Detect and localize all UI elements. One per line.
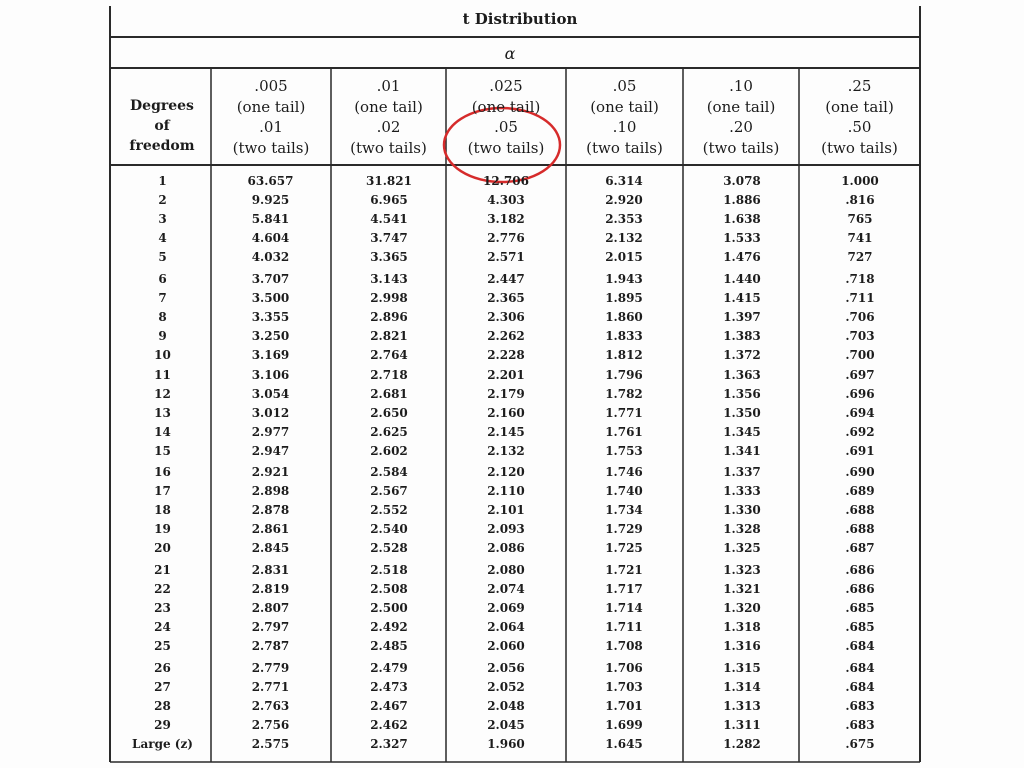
t-value-cell: .684 bbox=[845, 639, 875, 653]
df-cell: 6 bbox=[158, 272, 167, 286]
t-value-cell: 2.718 bbox=[370, 368, 408, 382]
t-value-cell: 2.462 bbox=[370, 718, 408, 732]
t-value-cell: .691 bbox=[845, 444, 875, 458]
header-two-tails: (two tails) bbox=[586, 138, 663, 157]
t-value-cell: 2.306 bbox=[487, 310, 525, 324]
t-value-cell: 741 bbox=[847, 231, 873, 245]
t-value-cell: 3.106 bbox=[251, 368, 290, 382]
df-cell: 27 bbox=[154, 680, 171, 694]
header-two-tails: (two tails) bbox=[467, 138, 545, 157]
header-one: .10 bbox=[729, 77, 753, 95]
t-value-cell: 2.861 bbox=[251, 522, 290, 536]
t-value-cell: 2.365 bbox=[487, 291, 525, 305]
t-value-cell: 6.965 bbox=[370, 193, 408, 207]
t-value-cell: 1.372 bbox=[723, 348, 761, 362]
t-value-cell: 3.747 bbox=[370, 231, 408, 245]
t-value-cell: 3.054 bbox=[251, 387, 290, 401]
t-value-cell: 2.160 bbox=[487, 406, 525, 420]
table-row bbox=[110, 191, 922, 209]
t-value-cell: 2.048 bbox=[487, 699, 525, 713]
t-value-cell: 3.250 bbox=[251, 329, 290, 343]
t-value-cell: 4.541 bbox=[370, 212, 408, 226]
t-value-cell: 63.657 bbox=[247, 174, 294, 188]
degrees-of-freedom-header bbox=[114, 96, 210, 156]
alpha-column-header bbox=[566, 76, 683, 158]
t-value-cell: 2.069 bbox=[487, 601, 525, 615]
t-value-cell: 2.518 bbox=[370, 563, 408, 577]
t-value-cell: 1.645 bbox=[605, 737, 643, 751]
df-cell: 5 bbox=[158, 250, 167, 264]
df-cell: 16 bbox=[154, 465, 171, 479]
t-value-cell: 1.323 bbox=[723, 563, 761, 577]
t-value-cell: 1.753 bbox=[605, 444, 643, 458]
alpha-column-header bbox=[683, 76, 799, 158]
t-value-cell: 1.725 bbox=[605, 541, 643, 555]
alpha-column-header bbox=[799, 76, 920, 158]
t-value-cell: 2.681 bbox=[370, 387, 408, 401]
table-row bbox=[110, 327, 922, 345]
table-row bbox=[110, 501, 922, 519]
t-value-cell: 3.078 bbox=[723, 174, 761, 188]
t-value-cell: 2.764 bbox=[370, 348, 408, 362]
t-value-cell: 2.327 bbox=[370, 737, 408, 751]
header-two-tails: (two tails) bbox=[350, 138, 427, 157]
df-cell: 1 bbox=[158, 174, 167, 188]
t-value-cell: 1.717 bbox=[605, 582, 643, 596]
t-value-cell: 1.476 bbox=[723, 250, 761, 264]
t-value-cell: 2.776 bbox=[487, 231, 525, 245]
t-value-cell: 2.896 bbox=[370, 310, 408, 324]
t-value-cell: 3.500 bbox=[251, 291, 290, 305]
header-two: .10 bbox=[612, 118, 637, 136]
t-value-cell: 1.333 bbox=[723, 484, 761, 498]
t-value-cell: 1.350 bbox=[723, 406, 761, 420]
table-row bbox=[110, 580, 922, 598]
t-value-cell: 1.415 bbox=[723, 291, 761, 305]
t-value-cell: 2.015 bbox=[605, 250, 643, 264]
header-one-tail: (one tail) bbox=[825, 97, 894, 116]
table-row bbox=[110, 463, 922, 481]
t-value-cell: 2.201 bbox=[487, 368, 525, 382]
t-value-cell: 1.721 bbox=[605, 563, 643, 577]
header-one-tail: (one tail) bbox=[590, 97, 659, 116]
t-value-cell: 2.492 bbox=[370, 620, 408, 634]
t-value-cell: 1.000 bbox=[841, 174, 879, 188]
t-value-cell: 1.345 bbox=[723, 425, 761, 439]
t-value-cell: .703 bbox=[845, 329, 875, 343]
t-value-cell: .688 bbox=[845, 503, 875, 517]
t-value-cell: 1.833 bbox=[605, 329, 643, 343]
header-one: .05 bbox=[612, 77, 637, 95]
df-cell: 9 bbox=[158, 329, 167, 343]
t-value-cell: 1.746 bbox=[605, 465, 643, 479]
header-two: .05 bbox=[494, 118, 518, 136]
df-cell: 25 bbox=[154, 639, 171, 653]
t-value-cell: 2.086 bbox=[487, 541, 525, 555]
t-value-cell: 1.440 bbox=[723, 272, 761, 286]
table-row bbox=[110, 442, 922, 460]
df-cell: 18 bbox=[154, 503, 171, 517]
t-value-cell: 2.650 bbox=[370, 406, 408, 420]
header-two: .01 bbox=[259, 118, 283, 136]
table-row bbox=[110, 735, 922, 753]
t-value-cell: 1.321 bbox=[723, 582, 761, 596]
header-two: .02 bbox=[376, 118, 401, 136]
header-one-tail: (one tail) bbox=[354, 97, 423, 116]
header-two: .50 bbox=[847, 118, 872, 136]
t-value-cell: 2.584 bbox=[370, 465, 408, 479]
t-value-cell: 1.701 bbox=[605, 699, 643, 713]
t-value-cell: 2.052 bbox=[487, 680, 525, 694]
t-value-cell: 4.032 bbox=[251, 250, 290, 264]
t-value-cell: 12.706 bbox=[483, 174, 529, 188]
t-value-cell: 2.132 bbox=[487, 444, 525, 458]
t-value-cell: 1.796 bbox=[605, 368, 643, 382]
t-value-cell: 1.886 bbox=[723, 193, 761, 207]
t-value-cell: .694 bbox=[845, 406, 875, 420]
table-row bbox=[110, 716, 922, 734]
df-cell: 11 bbox=[154, 368, 171, 382]
t-value-cell: .689 bbox=[845, 484, 875, 498]
t-value-cell: 1.397 bbox=[723, 310, 761, 324]
header-one-tail: (one tail) bbox=[471, 97, 541, 116]
df-cell: 13 bbox=[154, 406, 171, 420]
t-value-cell: 9.925 bbox=[251, 193, 290, 207]
df-cell: 2 bbox=[158, 193, 167, 207]
t-value-cell: 2.485 bbox=[370, 639, 408, 653]
t-value-cell: .696 bbox=[845, 387, 875, 401]
t-value-cell: 1.341 bbox=[723, 444, 761, 458]
df-cell: 4 bbox=[158, 231, 167, 245]
t-value-cell: 4.604 bbox=[251, 231, 290, 245]
header-one-tail: (one tail) bbox=[706, 97, 776, 116]
t-value-cell: 2.821 bbox=[370, 329, 408, 343]
df-cell: 7 bbox=[158, 291, 167, 305]
t-value-cell: 1.337 bbox=[723, 465, 761, 479]
df-cell: 20 bbox=[154, 541, 171, 555]
df-cell: 23 bbox=[154, 601, 171, 615]
t-value-cell: 1.703 bbox=[605, 680, 643, 694]
t-value-cell: 2.540 bbox=[370, 522, 408, 536]
t-value-cell: 2.145 bbox=[487, 425, 525, 439]
t-value-cell: 2.756 bbox=[251, 718, 290, 732]
header-one: .25 bbox=[847, 77, 872, 95]
df-cell: 12 bbox=[154, 387, 171, 401]
t-value-cell: 2.479 bbox=[370, 661, 408, 675]
t-value-cell: 2.500 bbox=[370, 601, 408, 615]
alpha-column-header bbox=[446, 76, 566, 158]
t-value-cell: 1.328 bbox=[723, 522, 761, 536]
t-value-cell: 2.575 bbox=[251, 737, 290, 751]
t-value-cell: 31.821 bbox=[366, 174, 412, 188]
header-one: .025 bbox=[489, 77, 523, 95]
df-cell: 14 bbox=[154, 425, 171, 439]
t-value-cell: 2.845 bbox=[251, 541, 290, 555]
dof-line-3: freedom bbox=[129, 138, 195, 154]
t-value-cell: 3.143 bbox=[370, 272, 408, 286]
t-value-cell: 1.318 bbox=[723, 620, 761, 634]
df-cell: 8 bbox=[158, 310, 167, 324]
table-row bbox=[110, 539, 922, 557]
dof-line-1: Degrees bbox=[130, 98, 194, 114]
t-value-cell: 2.262 bbox=[487, 329, 525, 343]
t-value-cell: 1.356 bbox=[723, 387, 761, 401]
df-cell: 29 bbox=[154, 718, 171, 732]
df-cell: 19 bbox=[154, 522, 171, 536]
t-value-cell: 2.977 bbox=[251, 425, 290, 439]
t-value-cell: 1.761 bbox=[605, 425, 643, 439]
t-value-cell: .685 bbox=[845, 620, 875, 634]
t-value-cell: .690 bbox=[845, 465, 875, 479]
t-value-cell: 2.353 bbox=[605, 212, 643, 226]
alpha-label: α bbox=[504, 44, 516, 63]
dof-line-2: of bbox=[154, 118, 170, 134]
table-row bbox=[110, 697, 922, 715]
t-value-cell: .675 bbox=[845, 737, 875, 751]
t-value-cell: 1.706 bbox=[605, 661, 643, 675]
t-value-cell: 1.533 bbox=[723, 231, 761, 245]
table-row bbox=[110, 404, 922, 422]
t-value-cell: 2.060 bbox=[487, 639, 525, 653]
t-value-cell: 1.708 bbox=[605, 639, 643, 653]
t-value-cell: 2.998 bbox=[370, 291, 408, 305]
t-value-cell: 2.080 bbox=[487, 563, 525, 577]
df-cell: 15 bbox=[154, 444, 171, 458]
t-value-cell: 1.315 bbox=[723, 661, 761, 675]
table-row bbox=[110, 229, 922, 247]
t-value-cell: 5.841 bbox=[251, 212, 290, 226]
t-value-cell: 1.330 bbox=[723, 503, 761, 517]
t-value-cell: 6.314 bbox=[605, 174, 643, 188]
df-cell: 22 bbox=[154, 582, 171, 596]
df-cell: 26 bbox=[154, 661, 171, 675]
table-row bbox=[110, 618, 922, 636]
table-row bbox=[110, 599, 922, 617]
table-row bbox=[110, 366, 922, 384]
t-value-cell: 2.831 bbox=[251, 563, 290, 577]
table-row bbox=[110, 289, 922, 307]
t-value-cell: 1.812 bbox=[605, 348, 643, 362]
t-value-cell: 2.447 bbox=[487, 272, 525, 286]
t-value-cell: 2.602 bbox=[370, 444, 408, 458]
t-value-cell: 1.782 bbox=[605, 387, 643, 401]
t-value-cell: .697 bbox=[845, 368, 875, 382]
t-value-cell: 2.093 bbox=[487, 522, 525, 536]
t-value-cell: 2.771 bbox=[251, 680, 290, 694]
df-cell: 28 bbox=[154, 699, 171, 713]
t-value-cell: 1.895 bbox=[605, 291, 643, 305]
t-value-cell: .683 bbox=[845, 699, 875, 713]
t-value-cell: 2.921 bbox=[251, 465, 290, 479]
table-row bbox=[110, 423, 922, 441]
t-value-cell: 727 bbox=[847, 250, 873, 264]
t-value-cell: .684 bbox=[845, 661, 875, 675]
t-value-cell: 3.169 bbox=[251, 348, 290, 362]
table-row bbox=[110, 561, 922, 579]
t-value-cell: 3.012 bbox=[251, 406, 290, 420]
t-value-cell: 2.567 bbox=[370, 484, 408, 498]
t-value-cell: 2.473 bbox=[370, 680, 408, 694]
t-value-cell: 2.920 bbox=[605, 193, 643, 207]
t-value-cell: 1.734 bbox=[605, 503, 643, 517]
t-value-cell: 1.860 bbox=[605, 310, 643, 324]
t-value-cell: 2.467 bbox=[370, 699, 408, 713]
t-value-cell: .687 bbox=[845, 541, 875, 555]
t-value-cell: .718 bbox=[845, 272, 875, 286]
t-value-cell: 2.101 bbox=[487, 503, 525, 517]
header-two: .20 bbox=[729, 118, 753, 136]
t-value-cell: 1.771 bbox=[605, 406, 643, 420]
t-value-cell: 3.707 bbox=[251, 272, 290, 286]
header-two-tails: (two tails) bbox=[821, 138, 898, 157]
t-value-cell: .700 bbox=[845, 348, 875, 362]
t-value-cell: 1.313 bbox=[723, 699, 761, 713]
t-value-cell: .686 bbox=[845, 582, 875, 596]
t-value-cell: 2.625 bbox=[370, 425, 408, 439]
header-two-tails: (two tails) bbox=[232, 138, 310, 157]
t-value-cell: 2.797 bbox=[251, 620, 290, 634]
header-one: .01 bbox=[376, 77, 401, 95]
t-value-cell: 2.787 bbox=[251, 639, 290, 653]
t-value-cell: 2.120 bbox=[487, 465, 525, 479]
t-value-cell: 1.383 bbox=[723, 329, 761, 343]
t-value-cell: 1.314 bbox=[723, 680, 761, 694]
t-value-cell: 765 bbox=[847, 212, 873, 226]
t-value-cell: 1.311 bbox=[723, 718, 761, 732]
df-cell: 21 bbox=[154, 563, 171, 577]
t-value-cell: 1.960 bbox=[487, 737, 525, 751]
t-value-cell: .683 bbox=[845, 718, 875, 732]
t-value-cell: 2.074 bbox=[487, 582, 525, 596]
t-value-cell: 2.763 bbox=[251, 699, 290, 713]
t-value-cell: 2.552 bbox=[370, 503, 408, 517]
df-cell: 10 bbox=[154, 348, 171, 362]
t-value-cell: 2.819 bbox=[251, 582, 290, 596]
t-value-cell: 1.714 bbox=[605, 601, 643, 615]
t-value-cell: 2.056 bbox=[487, 661, 525, 675]
t-value-cell: 1.325 bbox=[723, 541, 761, 555]
table-row bbox=[110, 210, 922, 228]
t-value-cell: 4.303 bbox=[487, 193, 525, 207]
t-value-cell: 2.947 bbox=[251, 444, 290, 458]
t-value-cell: 3.182 bbox=[487, 212, 525, 226]
t-value-cell: 2.045 bbox=[487, 718, 525, 732]
table-row bbox=[110, 172, 922, 190]
table-row bbox=[110, 248, 922, 266]
df-cell: Large (z) bbox=[132, 737, 193, 751]
t-value-cell: 1.316 bbox=[723, 639, 761, 653]
t-value-cell: 1.363 bbox=[723, 368, 761, 382]
table-row bbox=[110, 520, 922, 538]
t-value-cell: .684 bbox=[845, 680, 875, 694]
t-value-cell: 2.508 bbox=[370, 582, 408, 596]
table-row bbox=[110, 659, 922, 677]
df-cell: 24 bbox=[154, 620, 171, 634]
header-one-tail: (one tail) bbox=[236, 97, 306, 116]
t-value-cell: 1.740 bbox=[605, 484, 643, 498]
t-value-cell: 2.878 bbox=[251, 503, 290, 517]
t-value-cell: 1.711 bbox=[605, 620, 643, 634]
alpha-column-header bbox=[211, 76, 331, 158]
t-value-cell: 3.355 bbox=[251, 310, 290, 324]
t-value-cell: 1.699 bbox=[605, 718, 643, 732]
t-value-cell: 1.729 bbox=[605, 522, 643, 536]
t-value-cell: 2.179 bbox=[487, 387, 525, 401]
table-row bbox=[110, 385, 922, 403]
t-value-cell: .706 bbox=[845, 310, 875, 324]
table-row bbox=[110, 482, 922, 500]
t-value-cell: 2.528 bbox=[370, 541, 408, 555]
t-value-cell: 2.064 bbox=[487, 620, 525, 634]
header-one: .005 bbox=[254, 77, 288, 95]
table-row bbox=[110, 678, 922, 696]
t-value-cell: 1.320 bbox=[723, 601, 761, 615]
df-cell: 17 bbox=[154, 484, 171, 498]
t-value-cell: 2.779 bbox=[251, 661, 290, 675]
table-row bbox=[110, 270, 922, 288]
t-value-cell: .711 bbox=[845, 291, 875, 305]
t-value-cell: 3.365 bbox=[370, 250, 408, 264]
t-value-cell: .685 bbox=[845, 601, 875, 615]
t-value-cell: 1.282 bbox=[723, 737, 761, 751]
t-value-cell: 2.898 bbox=[251, 484, 290, 498]
table-row bbox=[110, 637, 922, 655]
t-value-cell: 2.571 bbox=[487, 250, 525, 264]
t-value-cell: 2.807 bbox=[251, 601, 290, 615]
t-value-cell: 1.638 bbox=[723, 212, 761, 226]
t-value-cell: 1.943 bbox=[605, 272, 643, 286]
table-title: t Distribution bbox=[462, 10, 578, 28]
t-value-cell: 2.132 bbox=[605, 231, 643, 245]
header-two-tails: (two tails) bbox=[702, 138, 780, 157]
table-row bbox=[110, 308, 922, 326]
t-value-cell: 2.228 bbox=[487, 348, 525, 362]
t-value-cell: .816 bbox=[845, 193, 875, 207]
table-row bbox=[110, 346, 922, 364]
df-cell: 3 bbox=[158, 212, 167, 226]
t-value-cell: .692 bbox=[845, 425, 875, 439]
t-value-cell: .686 bbox=[845, 563, 875, 577]
t-value-cell: 2.110 bbox=[487, 484, 525, 498]
alpha-column-header bbox=[331, 76, 446, 158]
t-value-cell: .688 bbox=[845, 522, 875, 536]
